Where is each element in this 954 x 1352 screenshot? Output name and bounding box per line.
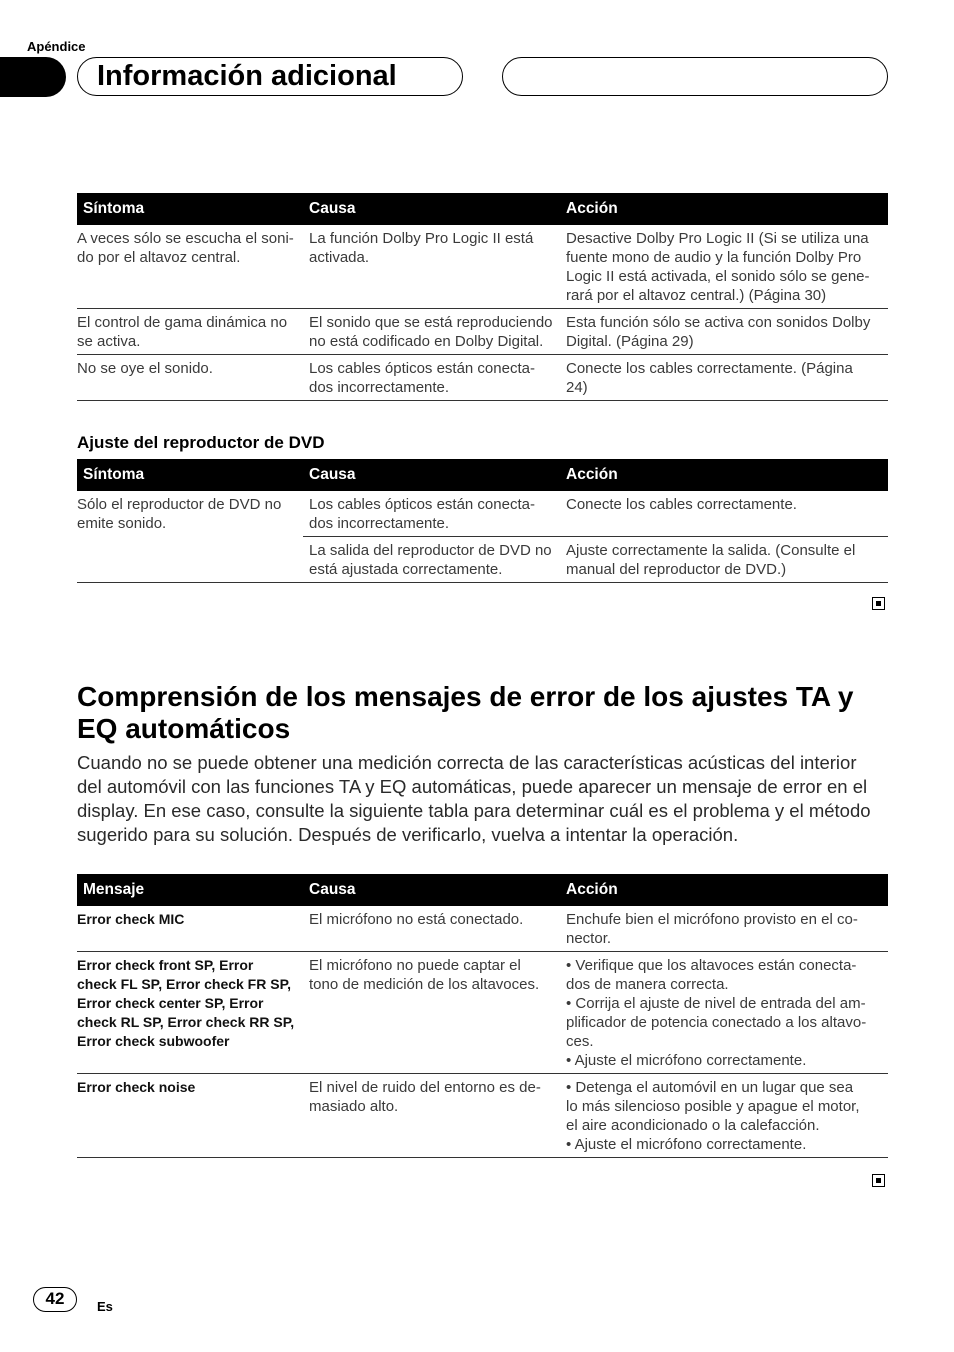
header-action: Acción: [566, 881, 618, 898]
error-messages-table: [77, 874, 888, 1158]
table-row: [77, 906, 888, 952]
symptom-cell: No se oye el sonido.: [77, 360, 213, 377]
symptom-cell: Sólo el reproductor de DVD no emite sonido.: [77, 496, 282, 532]
table-header: [77, 874, 888, 906]
end-mark-icon: [872, 597, 885, 610]
message-cell: Error check noise: [77, 1079, 196, 1095]
error-section-intro: Cuando no se puede obtener una medición correcta de las características acústicas del interior del automóvil con las funciones TA y EQ automáticas, puede aparecer un mensaje de error en el display. En ese caso, consulte la siguiente tabla para determinar cuál es el problema y el método sugerido para su solución. Después de verificarlo, vuelva a intentar la operación.: [77, 752, 871, 845]
table-header: [77, 459, 888, 491]
header-cause: Causa: [309, 881, 356, 898]
dvd-table: [77, 459, 888, 583]
action-cell: Esta función sólo se activa con sonidos Dolby Digital. (Página 29): [566, 314, 871, 350]
table-row: [77, 355, 888, 401]
section-label: Apéndice: [27, 39, 86, 54]
header-action: Acción: [566, 200, 618, 217]
table-header: [77, 193, 888, 225]
action-cell: • Detenga el automóvil en un lugar que sea lo más silencioso posible y apague el motor, el aire acondicionado o la calefacción. • Ajuste el micrófono correctamente.: [566, 1079, 860, 1153]
table-row: [77, 491, 888, 583]
action-cell: Enchufe bien el micrófono provisto en el co- nector.: [566, 911, 858, 947]
header-message: Mensaje: [83, 881, 145, 898]
troubleshooting-table: [77, 193, 888, 401]
section-tab: [0, 57, 66, 97]
cause-cell: El micrófono no puede captar el tono de medición de los altavoces.: [309, 957, 540, 993]
cause-cell: El nivel de ruido del entorno es de- masiado alto.: [309, 1079, 541, 1115]
table-row: [77, 1074, 888, 1158]
action-cell: Ajuste correctamente la salida. (Consulte el manual del reproductor de DVD.): [566, 542, 856, 578]
cause-cell: El micrófono no está conectado.: [309, 911, 524, 928]
header-symptom: Síntoma: [83, 200, 145, 217]
action-cell: Conecte los cables correctamente. (Página 24): [566, 360, 853, 396]
cause-cell: El sonido que se está reproduciendo no está codificado en Dolby Digital.: [309, 314, 553, 350]
symptom-cell: A veces sólo se escucha el soni- do por el altavoz central.: [77, 230, 294, 266]
action-cell: Desactive Dolby Pro Logic II (Si se utiliza una fuente mono de audio y la función Dolby Pro Logic II está activada, el sonido sólo se gene- rará por el altavoz central.) (Página 30): [566, 230, 870, 304]
page-number: 42: [33, 1287, 77, 1312]
header-cause: Causa: [309, 200, 356, 217]
end-mark-icon: [872, 1174, 885, 1187]
message-cell: Error check MIC: [77, 911, 185, 927]
cause-cell: Los cables ópticos están conecta- dos incorrectamente.: [309, 360, 535, 396]
table-row: [77, 309, 888, 355]
header-cause: Causa: [309, 466, 356, 483]
page-title-box: [77, 57, 463, 96]
header-action: Acción: [566, 466, 618, 483]
cause-cell: La salida del reproductor de DVD no está ajustada correctamente.: [309, 542, 552, 578]
action-cell: • Verifique que los altavoces están conecta- dos de manera correcta. • Corrija el ajuste de nivel de entrada del am- plificador de potencia conectado a los altavo- ces. • Ajuste el micrófono correctamente.: [566, 957, 867, 1069]
cause-cell: La función Dolby Pro Logic II está activada.: [309, 230, 534, 266]
header-empty-box: [502, 57, 888, 96]
dvd-section-title: Ajuste del reproductor de DVD: [77, 433, 325, 452]
action-cell: Conecte los cables correctamente.: [560, 491, 888, 537]
language-label: Es: [97, 1299, 113, 1314]
header-symptom: Síntoma: [83, 466, 145, 483]
message-cell: Error check front SP, Error check FL SP, Error check FR SP, Error check center SP, Error check RL SP, Error check RR SP, Error check subwoofer: [77, 957, 295, 1049]
cause-cell: Los cables ópticos están conecta- dos incorrectamente.: [303, 491, 560, 537]
page-title: Información adicional: [97, 60, 397, 92]
error-section-heading: Comprensión de los mensajes de error de los ajustes TA y EQ automáticos: [77, 681, 854, 744]
table-row: [77, 225, 888, 309]
table-row: [77, 952, 888, 1074]
symptom-cell: El control de gama dinámica no se activa.: [77, 314, 288, 350]
